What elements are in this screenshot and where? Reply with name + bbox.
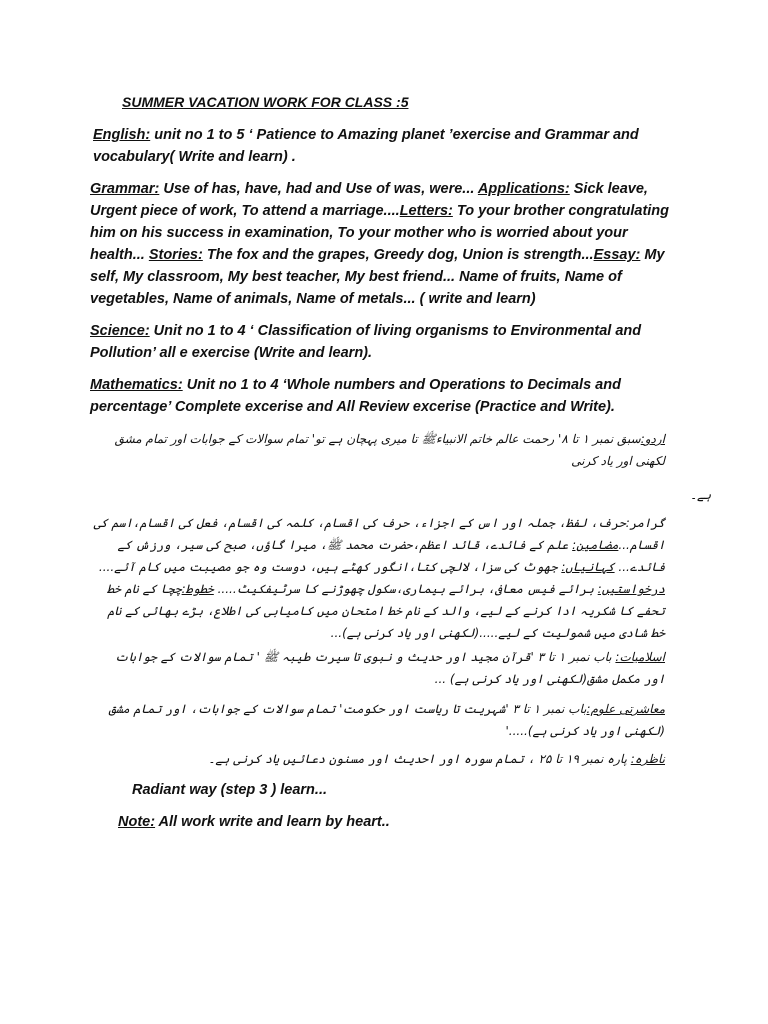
- urdu-grammar-section: [90, 512, 665, 644]
- urdu-grammar-text-3: جھوٹ کی سزا، لالچی کتا،انگور کھٹے ہیں، دوست وہ جو مصیبت میں کام آئے....: [98, 560, 562, 574]
- note-text: All work write and learn by heart..: [155, 814, 390, 830]
- science-text: Unit no 1 to 4 ‘ Classification of living organisms to Environmental and Pollution’ all e exercise (Write and learn).: [90, 323, 642, 361]
- grammar-section: [90, 178, 678, 310]
- science-label: Science:: [90, 323, 150, 339]
- english-label: English:: [93, 127, 151, 143]
- islamiyat-text: باب نمبر ۱ تا ۳ 'قرآن مجید اور حدیث و نبوی تا سیرت طیبہ ﷺ ' تمام سوالات کے جوابات اور مکمل مشق(لکھنی اور یاد کرنی ہے) ...: [114, 650, 665, 686]
- mathematics-section: [90, 374, 678, 418]
- urdu-grammar-text-2: علم کے فائدے، قائد اعظم،حضرت محمد ﷺ، میرا گاؤں، صبح کی سیر، ورزش کے فائدے...: [117, 538, 665, 574]
- urdu-text: سبق نمبر ۱ تا ۸' رحمت عالم خاتم الانبیاءﷺ تا میری پہچان ہے تو' تمام سوالات کے جوابات اور تمام مشق لکھنی اور یاد کرنی: [114, 432, 665, 468]
- social-studies-label: معاشرتی علوم:: [586, 702, 665, 716]
- urdu-section: [90, 428, 665, 472]
- grammar-text-1: Use of has, have, had and Use of was, were...: [159, 181, 478, 197]
- english-text: unit no 1 to 5 ‘ Patience to Amazing planet ’exercise and Grammar and vocabulary( Write and learn) .: [93, 127, 639, 165]
- mazameen-label: مضامین:: [572, 538, 619, 552]
- urdu-grammar-text-1: گرامر:حرف، لفظ، جملہ اور اس کے اجزاء، حرف کی اقسام، کلمہ کی اقسام، فعل کی اقسام،اسم کی اقسام...: [93, 516, 665, 552]
- stories-label: Stories:: [148, 247, 203, 263]
- applications-label: Applications:: [477, 181, 570, 197]
- nazra-label: ناظرہ:: [630, 752, 665, 766]
- khutoot-label: خطوط:: [181, 582, 214, 596]
- mathematics-text: Unit no 1 to 4 ‘Whole numbers and Operations to Decimals and percentage’ Complete excerise and All Review excerise (Practice and Write).: [90, 377, 621, 415]
- page-title: SUMMER VACATION WORK FOR CLASS :5: [122, 94, 409, 110]
- social-studies-text: باب نمبر ۱ تا ۳ 'شہریت تا ریاست اور حکومت' تمام سوالات کے جوابات، اور تمام مشق (لکھنی اور یاد کرنی ہے).....': [108, 702, 665, 738]
- urdu-grammar-text-5: چچا کے نام خط تحفے کا شکریہ ادا کرنے کے لیے، والد کے نام خط امتحان میں کامیابی کی اطلاع، بڑے بھائی کے نام خط شادی میں شمولیت کے لیے.....(لکھنی اور یاد کرنی ہے)...: [106, 582, 665, 640]
- note-line: [118, 814, 390, 830]
- urdu-label: اردو:: [640, 432, 665, 446]
- letters-label: Letters:: [399, 203, 453, 219]
- nazra-text: پارہ نمبر ۱۹ تا ۲۵ ، تمام سورہ اور احدیث اور مسنون دعائیں یاد کرنی ہے۔: [208, 752, 631, 766]
- kahaniyan-label: کہانیاں:: [561, 560, 615, 574]
- urdu-tail: ہے۔: [690, 488, 712, 502]
- nazra-section: [90, 748, 665, 770]
- darkhwastain-label: درخواستیں:: [597, 582, 665, 596]
- grammar-text-4: The fox and the grapes, Greedy dog, Union is strength...: [202, 247, 594, 263]
- urdu-grammar-text-4: برائے فیس معافی، برائے بیماری،سکول چھوڑنے کا سرٹیفکیٹ.....: [213, 582, 598, 596]
- note-label: Note:: [118, 814, 156, 830]
- radiant-way-line: Radiant way (step 3 ) learn...: [132, 782, 327, 798]
- islamiyat-section: [90, 646, 665, 690]
- grammar-text-3: To your brother congratulating him on his success in examination, To your mother who is worried about your health...: [90, 203, 670, 263]
- grammar-text-5: My self, My classroom, My best teacher, My best friend... Name of fruits, Name of vegetables, Name of animals, Name of metals... ( write and learn): [90, 247, 665, 307]
- science-section: [90, 320, 678, 364]
- grammar-label: Grammar:: [90, 181, 160, 197]
- essay-label: Essay:: [593, 247, 641, 263]
- islamiyat-label: اسلامیات:: [615, 650, 665, 664]
- grammar-text-2: Sick leave, Urgent piece of work, To attend a marriage....: [90, 181, 648, 219]
- mathematics-label: Mathematics:: [90, 377, 183, 393]
- english-section: [93, 124, 681, 168]
- social-studies-section: [90, 698, 665, 742]
